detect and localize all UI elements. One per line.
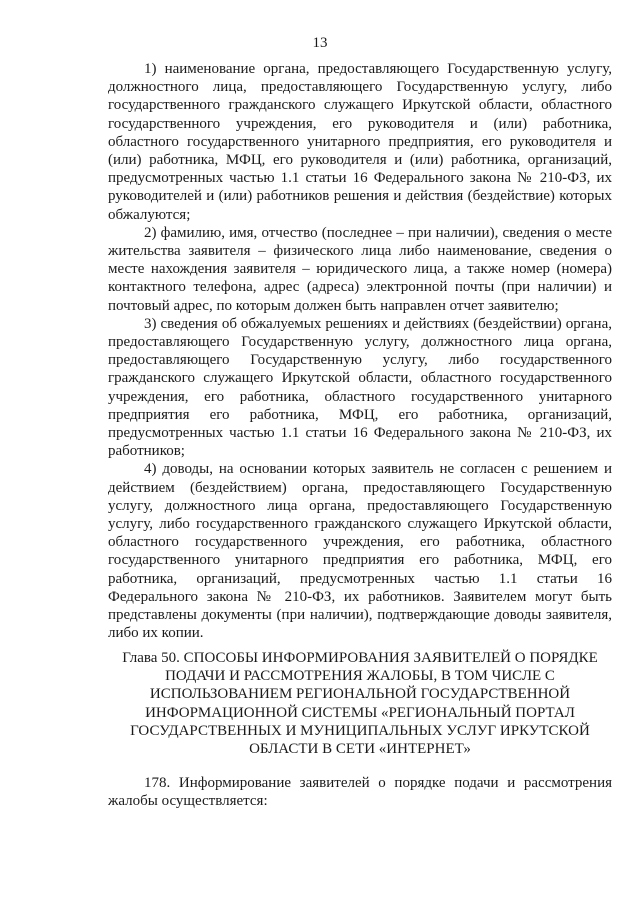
list-item-2: 2) фамилию, имя, отчество (последнее – при наличии), сведения о месте жительства заявителя – физического лица либо наименование, сведения о месте нахождения заявителя – юридического лица, а также номер (номера) контактного телефона, адрес (адреса) электронной почты (при наличии) и почтовый адрес, по которым должен быть направлен отчет заявителю; — [108, 224, 612, 314]
list-item-4: 4) доводы, на основании которых заявитель не согласен с решением и действием (бездействием) органа, предоставляющего Государственную услугу, должностного лица органа, предоставляющего Государственную услугу, либо государственного гражданского служащего Иркутской области, областного государственного учреждения, его работника, областного государственного унитарного предприятия его работника, МФЦ, его работника, организаций, предусмотренных частью 1.1 статьи 16 Федерального закона № 210-ФЗ, их работников. Заявителем могут быть представлены документы (при наличии), подтверждающие доводы заявителя, либо их копии. — [108, 461, 612, 642]
page-number: 13 — [312, 35, 328, 51]
complaint-requirements-list — [108, 60, 612, 643]
chapter-heading: Глава 50. СПОСОБЫ ИНФОРМИРОВАНИЯ ЗАЯВИТЕЛЕЙ О ПОРЯДКЕ ПОДАЧИ И РАССМОТРЕНИЯ ЖАЛОБЫ, В ТОМ ЧИСЛЕ С ИСПОЛЬЗОВАНИЕМ РЕГИОНАЛЬНОЙ ГОСУДАРСТВЕННОЙ ИНФОРМАЦИОННОЙ СИСТЕМЫ «РЕГИОНАЛЬНЫЙ ПОРТАЛ ГОСУДАРСТВЕННЫХ И МУНИЦИПАЛЬНЫХ УСЛУГ ИРКУТСКОЙ ОБЛАСТИ В СЕТИ «ИНТЕРНЕТ» — [122, 650, 598, 758]
paragraph-178: 178. Информирование заявителей о порядке подачи и рассмотрения жалобы осуществляется: — [108, 775, 612, 810]
list-item-1: 1) наименование органа, предоставляющего Государственную услугу, должностного лица, предоставляющего Государственную услугу, либо государственного гражданского служащего Иркутской области, областного государственного учреждения, его руководителя и (или) работника, областного государственного унитарного предприятия, его руководителя и (или) работника, МФЦ, его руководителя и (или) работника, организаций, предусмотренных частью 1.1 статьи 16 Федерального закона № 210-ФЗ, их руководителей и (или) работников решения и действия (бездействие) которых обжалуются; — [108, 61, 612, 223]
list-item-3: 3) сведения об обжалуемых решениях и действиях (бездействии) органа, предоставляющего Государственную услугу, должностного лица органа, предоставляющего Государственную услугу, либо государственного гражданского служащего Иркутской области, областного государственного учреждения, его работника, областного государственного унитарного предприятия его работника, МФЦ, его работника, организаций, предусмотренных частью 1.1 статьи 16 Федерального закона № 210-ФЗ, их работников; — [108, 315, 612, 460]
